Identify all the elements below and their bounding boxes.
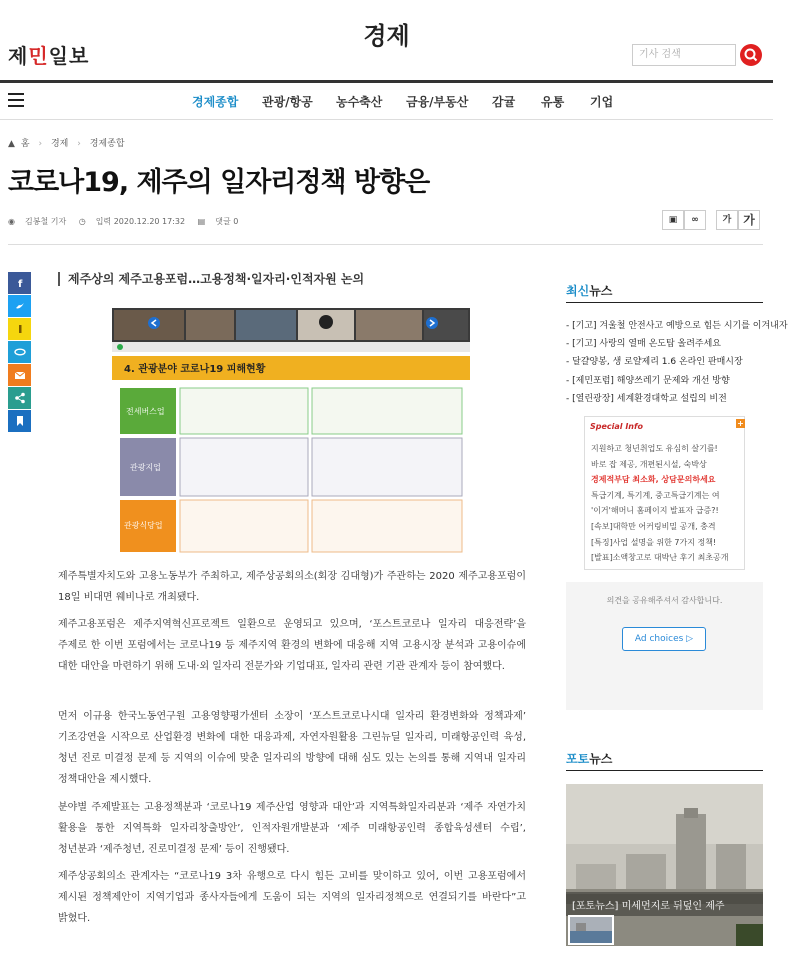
logo-text-1: 제: [8, 44, 29, 68]
latest-news-item[interactable]: - [제민포럼] 해양쓰레기 문제와 개선 방향: [566, 373, 763, 386]
special-info-item[interactable]: 경제적부담 최소화, 상담문의하세요: [591, 475, 716, 484]
article-paragraph: 제주특별자치도와 고용노동부가 주최하고, 제주상공회의소(회장 김대형)가 주관하는 2020 제주고용포럼이 18일 비대면 웨비나로 개최됐다.: [58, 571, 526, 603]
bookmark-icon: [14, 415, 26, 427]
divider: [8, 244, 763, 245]
chevron-right-icon: ›: [77, 139, 81, 149]
nav-item-citrus[interactable]: 감귤: [492, 95, 516, 109]
article-paragraph: 제주상공회의소 관계자는 “코로나19 3차 유행으로 다시 힘든 고비를 맞이하고 있어, 이번 고용포럼에서 제시된 정책제안이 지역기업과 종사자들에게 도움이 되는 지역의 일자리정책으로 연결되기를 바란다”고 밝혔다.: [58, 871, 526, 924]
prev-slide-button[interactable]: [148, 317, 160, 329]
slide-row-2: 관광지업: [130, 463, 161, 472]
share-button[interactable]: [8, 387, 31, 409]
special-info-item[interactable]: '이거'해머니 홈페이지 발표자 급증?!: [591, 506, 719, 515]
special-info-title: Special Info: [590, 422, 643, 431]
kakaostory-share-button[interactable]: [8, 318, 31, 340]
breadcrumb: [8, 136, 131, 149]
photo-thumbnail[interactable]: [568, 915, 614, 945]
search-input[interactable]: 기사 검색: [632, 44, 736, 66]
link-icon: [14, 346, 26, 358]
article-subhead: 제주상의 제주고용포럼…고용정책·일자리·인적자원 논의: [58, 272, 364, 286]
article-headline: 코로나19, 제주의 일자리정책 방향은: [8, 167, 430, 198]
slide-row-1: 전세버스업: [126, 407, 165, 416]
link-button[interactable]: [684, 210, 706, 230]
next-slide-button[interactable]: [426, 317, 438, 329]
photo-news-heading: 포토뉴스: [566, 752, 613, 766]
breadcrumb-home[interactable]: 홈: [20, 139, 30, 149]
comment-icon: ▤: [197, 217, 206, 226]
share-icon: [14, 392, 26, 404]
link-icon: ∞: [691, 215, 699, 225]
twitter-icon: [14, 300, 26, 312]
slide-row-3: 관광식당업: [124, 521, 163, 530]
chevron-right-icon: ›: [38, 139, 43, 149]
section-title: 경제: [363, 22, 410, 50]
print-icon: ▣: [668, 215, 678, 225]
ad-feedback-text: 의견을 공유해주셔서 감사합니다.: [606, 596, 723, 605]
menu-icon[interactable]: [8, 93, 24, 107]
divider: [566, 770, 763, 771]
article-paragraph: 먼저 이규용 한국노동연구원 고용영향평가센터 소장이 ‘포스트코로나시대 일자리 환경변화와 정책과제’ 기조강연을 시작으로 산업환경 변화에 대한 대응과제, 자연자원활용 그린뉴딜 일자리, 미래항공인력 육성, 청년 진로 미결정 문제 등 지역의 이슈에 맞춘 일자리의 방향에 대해 심도 있는 논의를 통해 지역내 일자리 정책대안을 제시했다.: [58, 711, 526, 785]
special-info-item[interactable]: 특급기계, 특기계, 중고특급기계는 여: [591, 491, 720, 500]
latest-news-item[interactable]: - [열린광장] 세계환경대학교 설립의 비전: [566, 391, 763, 404]
ad-choices-icon: ▷: [686, 634, 694, 644]
article-author: 김봉철 기자: [24, 217, 67, 226]
main-nav: [0, 80, 773, 120]
kakaostory-icon: [14, 323, 26, 335]
link-share-button[interactable]: [8, 341, 31, 363]
bookmark-button[interactable]: [8, 410, 31, 432]
special-info-item[interactable]: 바로 잡 제공, 개편된시설, 숙박상: [591, 460, 707, 469]
logo-text-3: 일보: [48, 44, 90, 68]
breadcrumb-level1[interactable]: 경제: [50, 139, 69, 149]
slide-title: 4. 관광분야 코로나19 피해현황: [124, 364, 266, 375]
breadcrumb-level2[interactable]: 경제종합: [89, 139, 125, 149]
email-icon: [14, 369, 26, 381]
latest-news-item[interactable]: - [기고] 사랑의 열매 온도탑 올려주세요: [566, 336, 763, 349]
article-paragraph: 분야별 주제발표는 고용정책분과 ‘코로나19 제주산업 영향과 대안’과 지역특화일자리분과 ‘제주 자연가치 활용을 통한 지역특화 일자리창출방안’, 인적자원개발분과 ‘제주 미래항공인력 종합육성센터 수립’, 청년분과 ‘제주청년, 진로미결정 문제’ 등이 진행됐다.: [58, 802, 526, 855]
photo-news-caption[interactable]: [포토뉴스] 미세먼지로 뒤덮인 제주: [566, 892, 763, 916]
nav-item-tourism[interactable]: 관광/항공: [262, 95, 313, 109]
facebook-icon: [14, 277, 26, 289]
article-image: [112, 308, 470, 552]
latest-news-heading: 최신뉴스: [566, 284, 613, 298]
nav-item-agriculture[interactable]: 농수축산: [336, 95, 383, 109]
facebook-share-button[interactable]: [8, 272, 31, 294]
logo-text-2: 민: [28, 44, 49, 68]
divider: [566, 302, 763, 303]
special-info-item[interactable]: [특징]사업 설명을 위한 7가지 정책!: [591, 538, 717, 547]
svg-text:f: f: [17, 279, 22, 290]
font-small-button[interactable]: 가: [716, 210, 738, 230]
article-date: 입력 2020.12.20 17:32: [95, 217, 186, 226]
nav-item-finance[interactable]: 금융/부동산: [406, 95, 469, 109]
article-meta: [8, 216, 248, 227]
plus-icon[interactable]: +: [737, 419, 744, 428]
email-share-button[interactable]: [8, 364, 31, 386]
special-info-item[interactable]: 지원하고 청년취업도 유심히 살기를!: [591, 444, 718, 453]
article-paragraph: 제주고용포럼은 제주지역혁신프로젝트 일환으로 운영되고 있으며, ‘포스트코로나 일자리 대응전략’을 주제로 한 이번 포럼에서는 코로나19 등 제주지역 환경의 변화에 대응해 지역 고용시장 분석과 고용이슈에 대한 대안을 마련하기 위해 도내·외 일자리 전문가와 기업대표, 일자리 관련 기관 관계자 등이 참여했다.: [58, 619, 526, 672]
nav-item-retail[interactable]: 유통: [541, 95, 565, 109]
special-info-item[interactable]: [속보]대학만 어커링비밀 공개, 충격: [591, 522, 716, 531]
print-button[interactable]: [662, 210, 684, 230]
latest-news-item[interactable]: - 달걀양봉, 생 로얄제리 1.6 온라인 판매시장: [566, 354, 763, 367]
nav-item-business[interactable]: 기업: [590, 95, 614, 109]
author-icon: ◉: [8, 217, 15, 226]
font-large-button[interactable]: 가: [738, 210, 760, 230]
special-info-item[interactable]: [발표]소액창고로 대박난 후기 최초공개: [591, 553, 729, 562]
webinar-screenshot: [112, 308, 470, 552]
twitter-share-button[interactable]: [8, 295, 31, 317]
search-button[interactable]: [740, 44, 762, 66]
clock-icon: ◷: [78, 217, 86, 226]
comment-count[interactable]: 댓글 0: [215, 217, 239, 226]
home-icon[interactable]: ▲: [8, 139, 15, 149]
latest-news-item[interactable]: - [기고] 겨울철 안전사고 예방으로 힘든 시기를 이겨내자: [566, 318, 763, 331]
search-icon: [740, 44, 762, 66]
ad-choices-button[interactable]: Ad choices ▷: [622, 627, 706, 651]
nav-item-economy[interactable]: 경제종합: [192, 95, 239, 109]
